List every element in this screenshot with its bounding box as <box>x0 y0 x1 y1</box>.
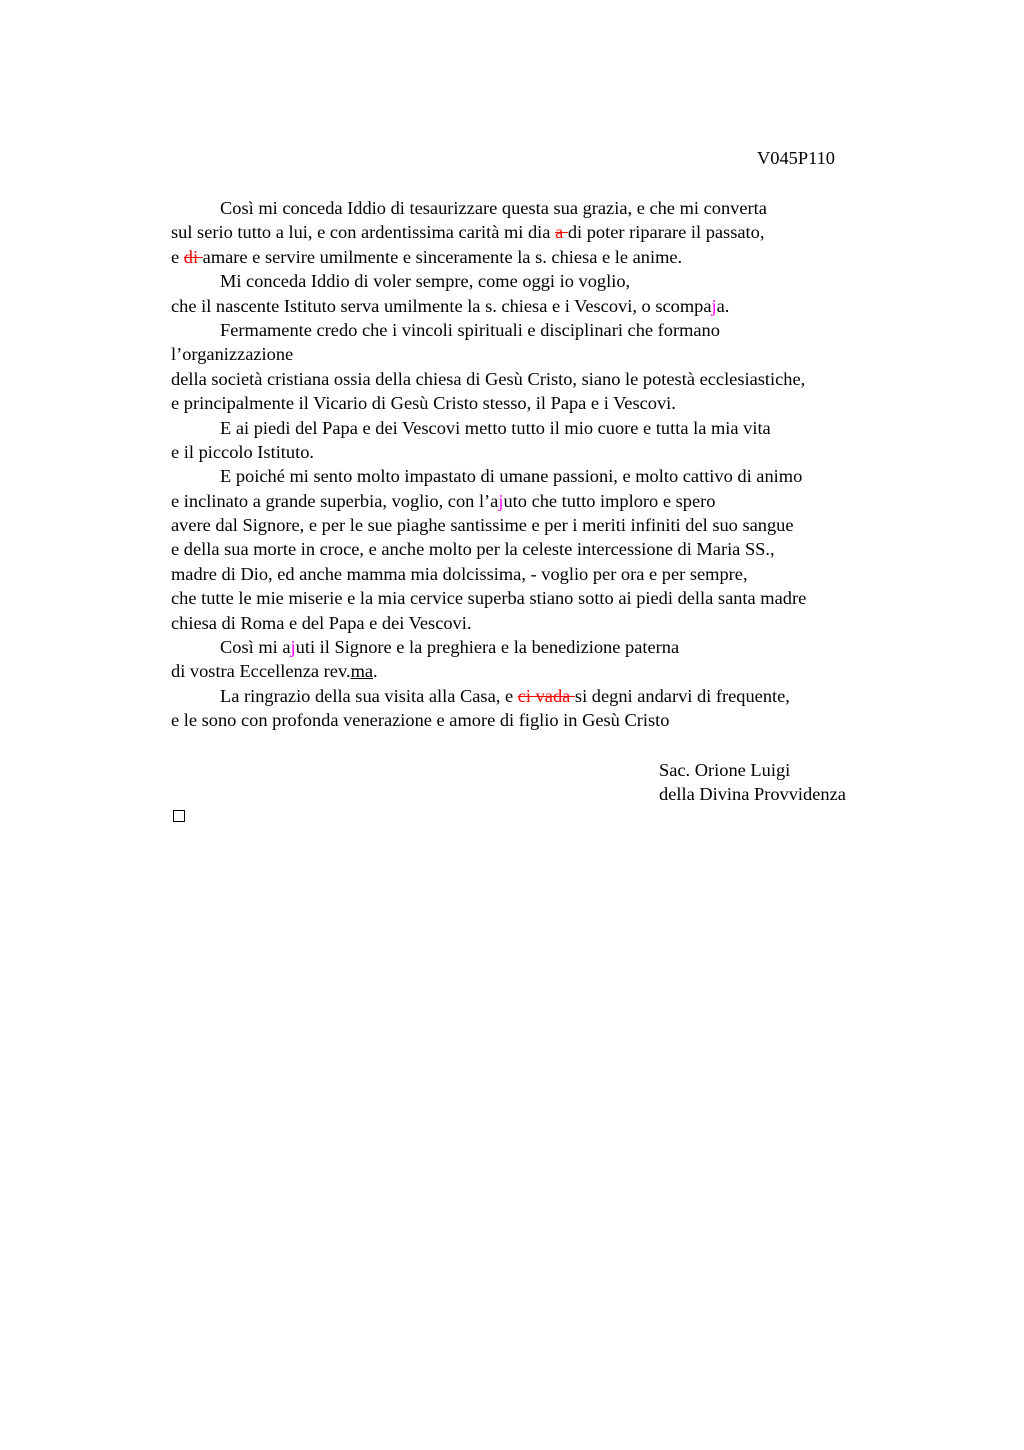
text-line <box>171 659 901 683</box>
text-line: Fermamente credo che i vincoli spirituali e disciplinari che formano <box>220 319 720 340</box>
deleted-text: di <box>183 246 203 267</box>
deleted-text: ci vada <box>517 685 575 706</box>
text-run: e inclinato a grande superbia, voglio, con l’a <box>171 490 499 511</box>
text-line: E ai piedi del Papa e dei Vescovi metto tutto il mio cuore e tutta la mia vita <box>220 417 771 438</box>
text-line: Mi conceda Iddio di voler sempre, come oggi io voglio, <box>220 271 631 292</box>
text-run: di poter riparare il passato, <box>567 222 765 243</box>
text-line <box>171 635 901 659</box>
text-line: madre di Dio, ed anche mamma mia dolcissima, - voglio per ora e per sempre, <box>171 563 748 584</box>
text-line: e della sua morte in croce, e anche molto per la celeste intercessione di Maria SS., <box>171 539 775 560</box>
text-line: che tutte le mie miserie e la mia cervice superba stiano sotto ai piedi della santa madre <box>171 588 807 609</box>
text-line <box>171 220 901 244</box>
text-line: chiesa di Roma e del Papa e dei Vescovi. <box>171 612 472 633</box>
text-line <box>171 489 901 513</box>
inserted-text: j <box>290 637 296 658</box>
text-run: La ringrazio della sua visita alla Casa, e <box>220 685 518 706</box>
text-run: che il nascente Istituto serva umilmente la s. chiesa e i Vescovi, o scompa <box>171 295 712 316</box>
signature-title: della Divina Provvidenza <box>659 784 846 805</box>
text-line: e il piccolo Istituto. <box>171 441 315 462</box>
text-line: l’organizzazione <box>171 344 294 365</box>
text-line <box>171 245 901 269</box>
inserted-text: j <box>498 490 504 511</box>
signature-name: Sac. Orione Luigi <box>659 760 791 780</box>
inserted-text: j <box>711 295 717 316</box>
text-line: e principalmente il Vicario di Gesù Cristo stesso, il Papa e i Vescovi. <box>171 393 676 414</box>
page-code: V045P110 <box>757 148 835 168</box>
text-run: sul serio tutto a lui, e con ardentissima carità mi dia <box>171 222 556 243</box>
signature-block <box>659 758 846 807</box>
text-run: uto che tutto imploro e spero <box>503 490 716 511</box>
text-line: Così mi conceda Iddio di tesaurizzare questa sua grazia, e che mi converta <box>220 198 767 218</box>
text-run: e <box>171 246 184 267</box>
text-run: uti il Signore e la preghiera e la benedizione paterna <box>295 637 680 658</box>
text-run: a. <box>716 295 730 316</box>
text-run: di vostra Eccellenza rev. <box>171 661 351 682</box>
checkbox-square-icon <box>173 810 185 822</box>
text-line: e le sono con profonda venerazione e amore di figlio in Gesù Cristo <box>171 710 670 731</box>
text-line <box>171 684 901 708</box>
text-line <box>171 294 901 318</box>
underlined-text: ma <box>350 661 374 682</box>
letter-body <box>171 196 901 733</box>
text-line: della società cristiana ossia della chiesa di Gesù Cristo, siano le potestà ecclesiastiche, <box>171 368 806 389</box>
text-run: . <box>373 661 378 682</box>
text-run: amare e servire umilmente e sinceramente la s. chiesa e le anime. <box>202 246 683 267</box>
text-run: si degni andarvi di frequente, <box>574 685 790 706</box>
text-run: Così mi a <box>220 637 291 658</box>
deleted-text: a <box>555 222 568 243</box>
text-line: avere dal Signore, e per le sue piaghe santissime e per i meriti infiniti del suo sangue <box>171 515 794 536</box>
text-line: E poiché mi sento molto impastato di umane passioni, e molto cattivo di animo <box>220 466 803 487</box>
